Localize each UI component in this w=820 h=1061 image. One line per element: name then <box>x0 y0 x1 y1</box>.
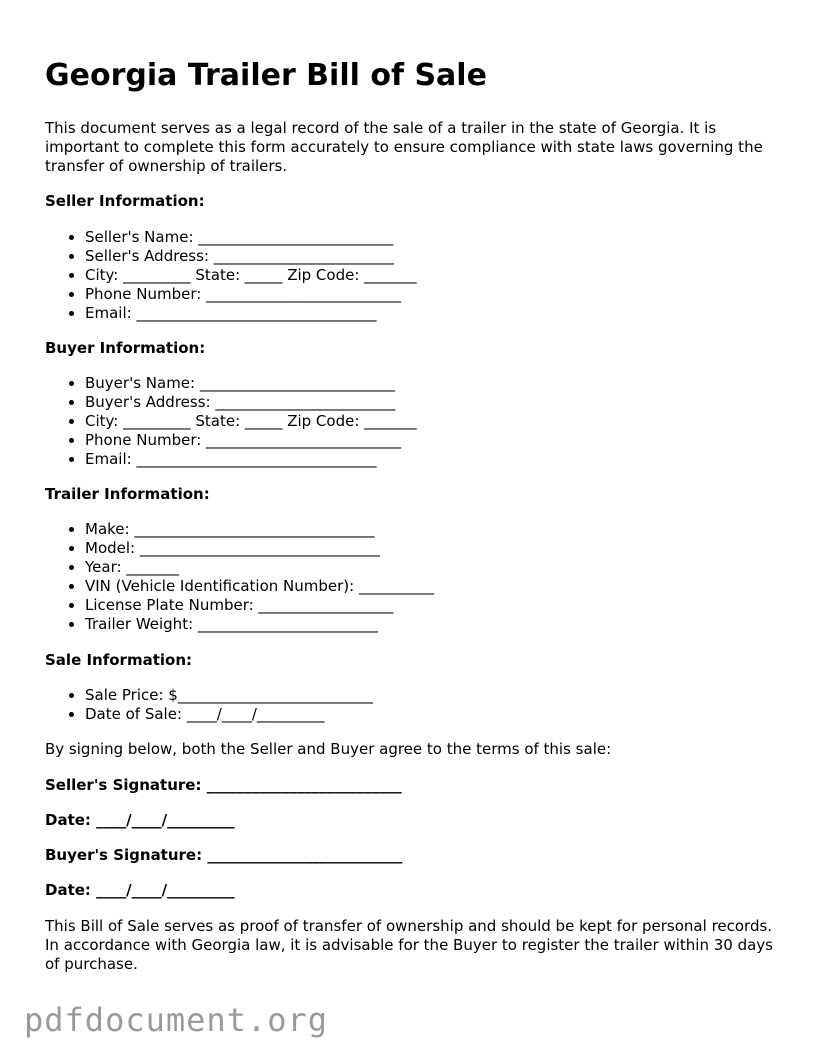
sale-fields-list <box>45 686 373 724</box>
seller-name-field: • Seller's Name: __________________________ <box>85 228 417 247</box>
sale-section-heading: Sale Information: <box>45 651 192 669</box>
buyer-fields-list <box>45 374 417 469</box>
trailer-model-field: • Model: ________________________________ <box>85 539 434 558</box>
buyer-signature-line: Buyer's Signature: __________________________ <box>45 846 403 864</box>
buyer-name-field: • Buyer's Name: __________________________ <box>85 374 417 393</box>
sale-price-field: • Sale Price: $__________________________ <box>85 686 373 705</box>
trailer-fields-list <box>45 520 434 634</box>
seller-date-line: Date: ____/____/_________ <box>45 811 235 829</box>
trailer-license-plate-field: • License Plate Number: __________________ <box>85 596 434 615</box>
buyer-city-state-zip-field: • City: _________ State: _____ Zip Code: _______ <box>85 412 417 431</box>
intro-paragraph: This document serves as a legal record of the sale of a trailer in the state of Georgia. It is important to complete this form accurately to ensure compliance with state laws governing the transfer of ownership of trailers. <box>45 119 763 175</box>
trailer-section-heading: Trailer Information: <box>45 485 210 503</box>
buyer-phone-field: • Phone Number: __________________________ <box>85 431 417 450</box>
trailer-vin-field: • VIN (Vehicle Identification Number): __________ <box>85 577 434 596</box>
buyer-address-field: • Buyer's Address: ________________________ <box>85 393 417 412</box>
buyer-date-line: Date: ____/____/_________ <box>45 881 235 899</box>
sale-date-field: • Date of Sale: ____/____/_________ <box>85 705 373 724</box>
trailer-year-field: • Year: _______ <box>85 558 434 577</box>
watermark-logo: pdfdocument.org <box>24 1001 328 1039</box>
seller-phone-field: • Phone Number: __________________________ <box>85 285 417 304</box>
seller-section-heading: Seller Information: <box>45 192 205 210</box>
seller-address-field: • Seller's Address: ________________________ <box>85 247 417 266</box>
seller-email-field: • Email: ________________________________ <box>85 304 417 323</box>
trailer-make-field: • Make: ________________________________ <box>85 520 434 539</box>
document-title: Georgia Trailer Bill of Sale <box>45 58 487 93</box>
seller-signature-line: Seller's Signature: __________________________ <box>45 776 402 794</box>
seller-city-state-zip-field: • City: _________ State: _____ Zip Code: _______ <box>85 266 417 285</box>
buyer-email-field: • Email: ________________________________ <box>85 450 417 469</box>
trailer-weight-field: • Trailer Weight: ________________________ <box>85 615 434 634</box>
buyer-section-heading: Buyer Information: <box>45 339 206 357</box>
agreement-statement: By signing below, both the Seller and Buyer agree to the terms of this sale: <box>45 740 612 758</box>
seller-fields-list <box>45 228 417 323</box>
closing-paragraph: This Bill of Sale serves as proof of transfer of ownership and should be kept for personal records. In accordance with Georgia law, it is advisable for the Buyer to register the trailer within 30 days of purchase. <box>45 917 773 973</box>
